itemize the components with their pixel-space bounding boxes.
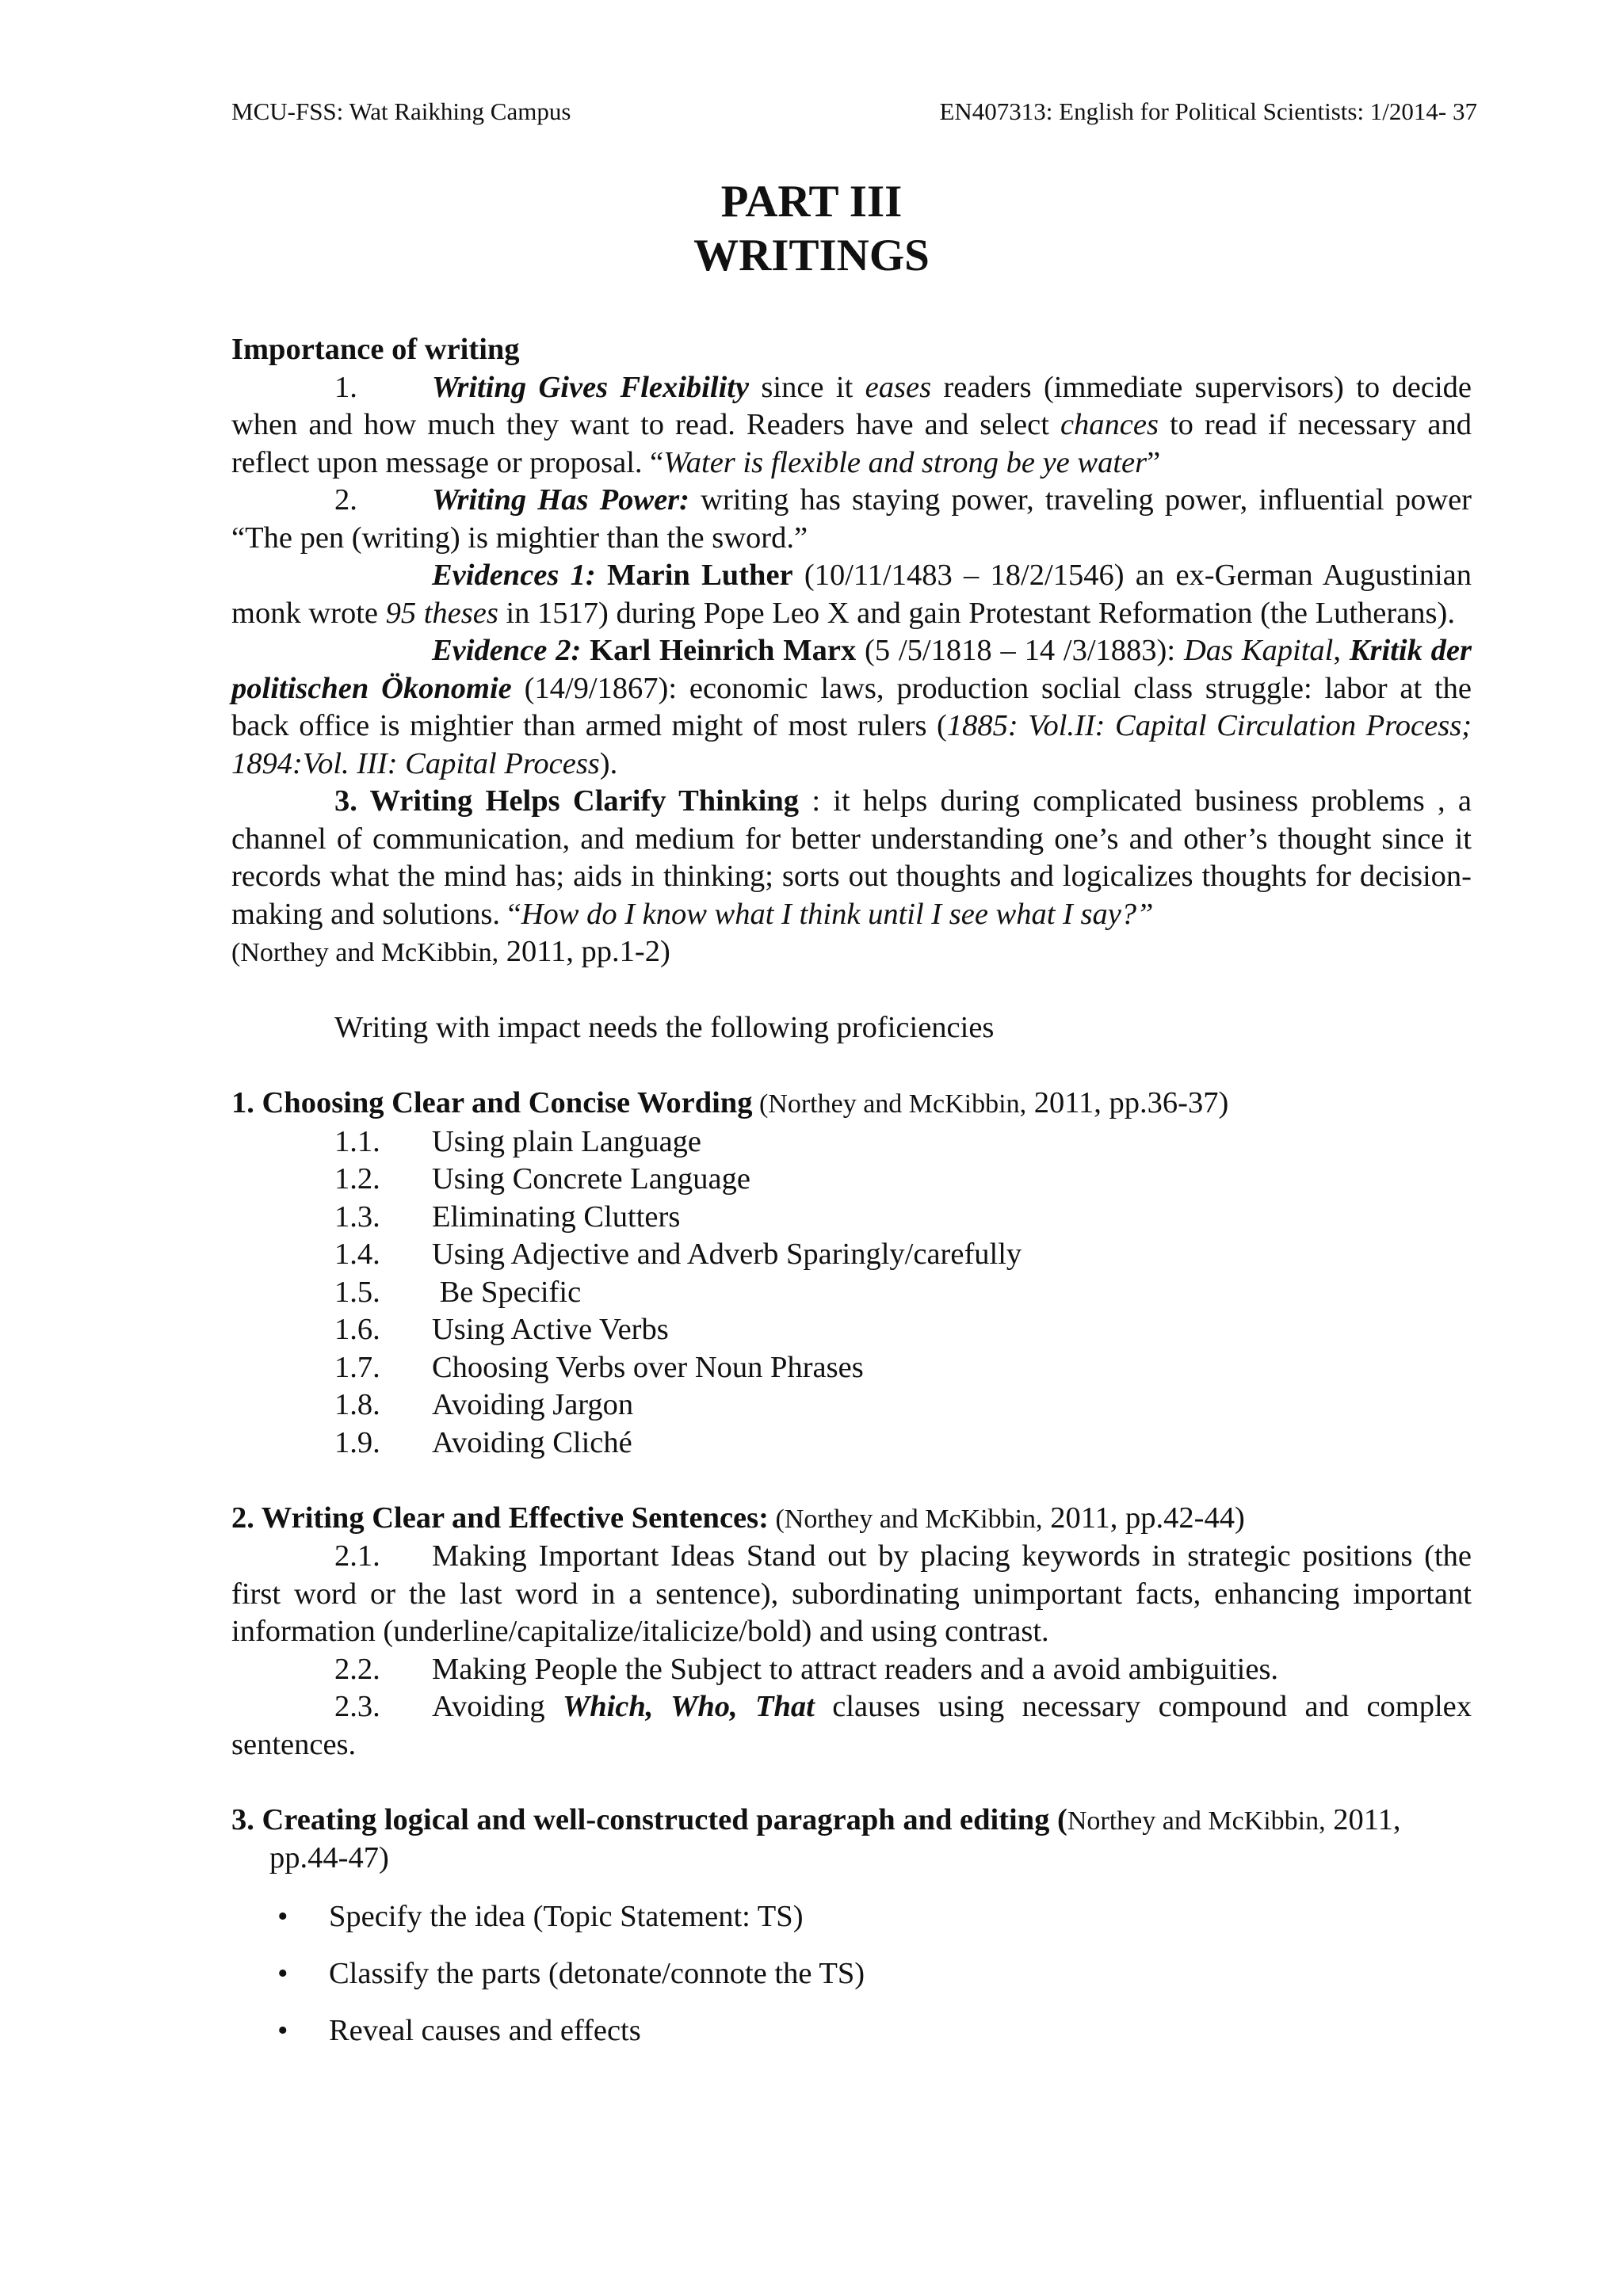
bullet-item: • Reveal causes and effects (231, 2012, 1472, 2069)
body-content (231, 331, 1472, 2069)
spacer (231, 1878, 1472, 1898)
importance-heading: Importance of writing (231, 333, 520, 366)
section1-heading: 1. Choosing Clear and Concise Wording (Northey and McKibbin, 2011, pp.36-37) (231, 1086, 1229, 1119)
list-item: 1.2. Using Concrete Language (334, 1162, 750, 1196)
section2-item-3: 2.3. Avoiding Which, Who, That clauses using necessary compound and complex sentences. (231, 1690, 1472, 1761)
bullet-icon: • (277, 1899, 288, 1933)
bullet-item: • Classify the parts (detonate/connote the TS) (231, 1955, 1472, 2012)
spacer (231, 1462, 1472, 1500)
spacer (231, 972, 1472, 1010)
section2-item-2: 2.2. Making People the Subject to attract readers and a avoid ambiguities. (334, 1652, 1279, 1686)
title-line1: PART III (720, 177, 903, 227)
title-line2: WRITINGS (693, 231, 930, 280)
spacer (231, 1047, 1472, 1085)
bullet-icon: • (277, 1956, 288, 1990)
section2-heading: 2. Writing Clear and Effective Sentences: (Northey and McKibbin, 2011, pp.42-44) (231, 1501, 1245, 1535)
list-item: 1.9. Avoiding Cliché (334, 1425, 632, 1459)
list-item: 1.1. Using plain Language (334, 1124, 701, 1158)
list-item: 1.3. Eliminating Clutters (334, 1199, 681, 1234)
list-item: 1.5. Be Specific (334, 1275, 582, 1309)
bullet-icon: • (277, 2013, 288, 2047)
section3-bullets (231, 1898, 1472, 2069)
list-item: 1.4. Using Adjective and Adverb Sparingly/carefully (334, 1238, 1022, 1271)
importance-citation: (Northey and McKibbin, 2011, pp.1-2) (231, 935, 670, 968)
list-item: 1.7. Choosing Verbs over Noun Phrases (334, 1350, 864, 1384)
section2-item-1: 2.1. Making Important Ideas Stand out by placing keywords in strategic positions (the first word or the last word in a sentence), subordinating unimportant facts, enhancing important information (underline/capitalize/italicize/bold) and using contrast. (231, 1539, 1472, 1648)
header-right: EN407313: English for Political Scientists: 1/2014- 37 (939, 97, 1477, 125)
intro-line: Writing with impact needs the following proficiencies (334, 1011, 995, 1044)
section1-list (231, 1123, 1472, 1463)
importance-item-1: 1. Writing Gives Flexibility since it eases readers (immediate supervisors) to decide when and how much they want to read. Readers have and select chances to read if necessary and reflect upon message or proposal. “Water is flexible and strong be ye water” (231, 370, 1472, 479)
evidence-2: Evidence 2: Karl Heinrich Marx (5 /5/1818 – 14 /3/1883): Das Kapital, Kritik der politischen Ökonomie (14/9/1867): economic laws, production soclial class struggle: labor at the back office is mightier than armed might of most rulers (1885: Vol.II: Capital Circulation Process; 1894:Vol. III: Capital Process). (231, 634, 1472, 780)
spacer (231, 1764, 1472, 1802)
list-item: 1.8. Avoiding Jargon (334, 1388, 634, 1421)
importance-item-3: 3. Writing Helps Clarify Thinking : it helps during complicated business problems , a channel of communication, and medium for better understanding one’s and other’s thought since it records what the mind has; aids in thinking; sorts out thoughts and logicalizes thoughts for decision-making and solutions. “How do I know what I think until I see what I say?” (231, 784, 1472, 931)
importance-item-2: 2. Writing Has Power: writing has staying power, traveling power, influential power “The pen (writing) is mightier than the sword.” (231, 483, 1472, 555)
section3-heading: 3. Creating logical and well-constructed paragraph and editing (Northey and McKibbin, 2011, pp.44-47) (231, 1802, 1401, 1875)
bullet-item: • Specify the idea (Topic Statement: TS) (231, 1898, 1472, 1955)
header-left: MCU-FSS: Wat Raikhing Campus (231, 97, 571, 125)
list-item: 1.6. Using Active Verbs (334, 1313, 669, 1346)
evidence-1: Evidences 1: Marin Luther (10/11/1483 – 18/2/1546) an ex-German Augustinian monk wrote 95 theses in 1517) during Pope Leo X and gain Protestant Reformation (the Lutherans). (231, 559, 1472, 630)
